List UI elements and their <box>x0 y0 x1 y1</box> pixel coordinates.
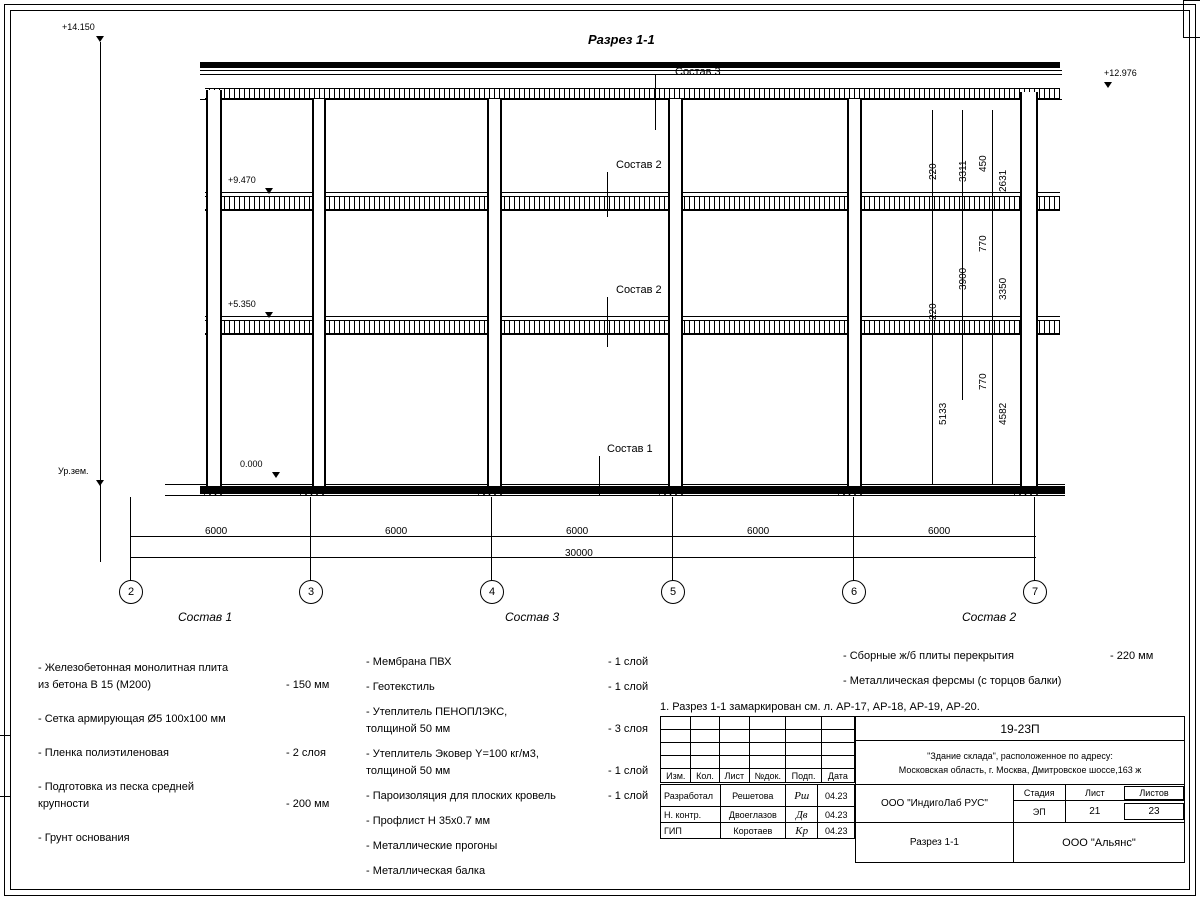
dim-450: 450 <box>978 155 989 172</box>
rev-header-podp: Подп. <box>786 769 821 783</box>
list-item: - Грунт основания <box>38 832 130 844</box>
list-item-qty: - 2 слоя <box>286 747 327 759</box>
role-name-2: Двоеглазов <box>720 807 785 823</box>
section-title: Разрез 1-1 <box>588 32 655 47</box>
role-label-1: Разработал <box>661 785 721 807</box>
footing-6 <box>838 486 864 495</box>
sheet-name: Разрез 1-1 <box>856 823 1014 863</box>
dim-3311: 3311 <box>958 160 969 182</box>
ext-line-axis7 <box>1034 497 1035 587</box>
roof-slab <box>200 62 1060 68</box>
legend-title-sostav-3: Состав 3 <box>505 610 560 624</box>
column-axis-7 <box>1020 92 1038 486</box>
legend-qty-sostav-2 <box>1110 648 1153 665</box>
object-line-1: "Здание склада", расположенное по адресу: <box>927 750 1113 761</box>
ext-line-axis2 <box>130 497 131 587</box>
list-item: толщиной 50 мм <box>366 765 451 777</box>
level-mark-12976: +12.976 <box>1104 68 1137 78</box>
legend-list-sostav-3 <box>366 654 606 880</box>
list-item: - Пароизоляция для плоских кровель <box>366 790 556 802</box>
dim-chain-c <box>992 110 993 485</box>
list-item: - Железобетонная монолитная плита <box>38 662 229 674</box>
role-date-2: 04.23 <box>818 807 855 823</box>
general-note: 1. Разрез 1-1 замаркирован см. л. АР-17, АР-18, АР-19, АР-20. <box>660 701 980 713</box>
axis-mark-7: 7 <box>1023 580 1047 604</box>
title-block-main <box>855 716 1185 863</box>
level-arrow-0000 <box>272 472 280 478</box>
stage-header: Стадия <box>1013 785 1065 801</box>
list-item-qty: - 1 слой <box>608 790 649 802</box>
level-arrow-5350 <box>265 312 273 318</box>
axis-mark-3: 3 <box>299 580 323 604</box>
roof-line-c <box>200 99 1062 100</box>
company-name: ООО "ИндигоЛаб РУС" <box>856 785 1014 823</box>
column-axis-3 <box>312 99 326 486</box>
legend-list-sostav-2 <box>843 648 1143 690</box>
span-dim-4: 6000 <box>747 526 770 537</box>
list-item-qty: - 1 слой <box>608 765 649 777</box>
list-item: - Подготовка из песка средней <box>38 781 194 793</box>
span-dim-1: 6000 <box>205 526 228 537</box>
dim-220-mid: 220 <box>928 303 939 320</box>
list-item: - Профлист Н 35х0.7 мм <box>366 815 491 827</box>
list-item: - Геотекстиль <box>366 681 435 693</box>
callout-sostav-1: Состав 1 <box>607 443 653 455</box>
callout-leader-2b <box>607 297 608 347</box>
level-mark-14150: +14.150 <box>62 22 95 32</box>
footing-4 <box>478 486 504 495</box>
project-code: 19-23П <box>856 717 1185 741</box>
role-name-3: Коротаев <box>720 823 785 839</box>
dim-5133: 5133 <box>938 402 949 425</box>
revision-table <box>660 716 855 783</box>
roof-line-b <box>200 74 1062 75</box>
ground-line-bottom <box>165 495 1065 496</box>
list-item: - Металлическая ферсмы (с торцов балки) <box>843 675 1062 687</box>
total-span-dim: 30000 <box>565 548 593 559</box>
role-date-1: 04.23 <box>818 785 855 807</box>
ground-line-top <box>165 484 1065 485</box>
span-dim-5: 6000 <box>928 526 951 537</box>
sheets-value: 23 <box>1125 804 1184 820</box>
sheet-header: Лист <box>1066 786 1125 799</box>
list-item: - Сетка армирующая Ø5 100х100 мм <box>38 713 226 725</box>
roles-table <box>660 784 855 839</box>
span-dim-2: 6000 <box>385 526 408 537</box>
rev-header-data: Дата <box>821 769 854 783</box>
list-item: - Мембрана ПВХ <box>366 656 452 668</box>
owner-name: ООО "Альянс" <box>1013 823 1184 863</box>
sheets-header: Листов <box>1125 786 1184 799</box>
column-axis-6 <box>847 99 862 486</box>
ext-line-axis5 <box>672 497 673 587</box>
role-label-3: ГИП <box>661 823 721 839</box>
stage-value: ЭП <box>1013 801 1065 823</box>
role-sign-2: Дв <box>785 807 817 823</box>
callout-leader-3 <box>655 75 656 130</box>
list-item-qty: - 220 мм <box>1110 650 1154 662</box>
axis-mark-4: 4 <box>480 580 504 604</box>
legend-qty-sostav-3 <box>608 654 648 805</box>
list-item: - Утеплитель Эковер Y=100 кг/м3, <box>366 748 539 760</box>
span-dim-3: 6000 <box>566 526 589 537</box>
list-item-qty: - 200 мм <box>286 798 330 810</box>
rev-header-list: Лист <box>719 769 750 783</box>
ext-line-axis3 <box>310 497 311 587</box>
role-label-2: Н. контр. <box>661 807 721 823</box>
callout-leader-2a <box>607 172 608 217</box>
axis-mark-6: 6 <box>842 580 866 604</box>
legend-qty-sostav-1 <box>286 660 329 813</box>
axis-mark-5: 5 <box>661 580 685 604</box>
list-item: крупности <box>38 798 90 810</box>
level-mark-0000: 0.000 <box>240 459 263 469</box>
level-arrow-9470 <box>265 188 273 194</box>
level-arrow-12976 <box>1104 82 1112 88</box>
level-mark-9470: +9.470 <box>228 175 256 185</box>
column-axis-4 <box>487 99 502 486</box>
sheet-value: 21 <box>1066 804 1125 820</box>
axis-mark-2: 2 <box>119 580 143 604</box>
footing-5 <box>659 486 685 495</box>
list-item: - Металлические прогоны <box>366 840 498 852</box>
ext-line-axis6 <box>853 497 854 587</box>
legend-title-sostav-1: Состав 1 <box>178 610 233 624</box>
callout-sostav-3: Состав 3 <box>675 66 721 78</box>
list-item: - Сборные ж/б плиты перекрытия <box>843 650 1014 662</box>
column-axis-5 <box>668 99 683 486</box>
role-sign-1: Рш <box>785 785 817 807</box>
object-line-2: Московская область, г. Москва, Дмитровское шоссе,163 ж <box>898 764 1142 775</box>
rev-header-kol: Кол. <box>691 769 719 783</box>
callout-sostav-2a: Состав 2 <box>616 159 662 171</box>
legend-title-sostav-2: Состав 2 <box>962 610 1017 624</box>
roof-line-a <box>200 70 1062 71</box>
list-item: - Пленка полиэтиленовая <box>38 747 169 759</box>
roof-truss <box>205 88 1060 99</box>
role-sign-3: Кр <box>785 823 817 839</box>
ext-line-axis4 <box>491 497 492 587</box>
callout-sostav-2b: Состав 2 <box>616 284 662 296</box>
dim-3900: 3900 <box>958 267 969 290</box>
dim-3350: 3350 <box>998 277 1009 300</box>
sheet-side-tab <box>0 735 11 797</box>
ground-level-arrow <box>96 480 104 486</box>
list-item-qty: - 3 слоя <box>608 723 649 735</box>
column-axis-2 <box>206 90 222 486</box>
dim-770-upper: 770 <box>978 235 989 252</box>
dim-chain-b <box>962 110 963 400</box>
rev-header-ndok: №док. <box>750 769 786 783</box>
dim-2631: 2631 <box>998 169 1009 192</box>
footing-2 <box>204 486 222 495</box>
dim-770-lower: 770 <box>978 373 989 390</box>
role-date-3: 04.23 <box>818 823 855 839</box>
dim-4582: 4582 <box>998 402 1009 425</box>
list-item-qty: - 1 слой <box>608 656 649 668</box>
ground-slab <box>200 486 1065 494</box>
role-name-1: Решетова <box>720 785 785 807</box>
sheet-right-tab <box>1183 0 1200 38</box>
footing-3 <box>300 486 326 495</box>
list-item: - Металлическая балка <box>366 865 486 877</box>
dim-220-top: 220 <box>928 163 939 180</box>
level-mark-5350: +5.350 <box>228 299 256 309</box>
footing-7 <box>1014 486 1040 495</box>
callout-leader-1 <box>599 456 600 496</box>
list-item: толщиной 50 мм <box>366 723 451 735</box>
legend-list-sostav-1 <box>38 660 288 847</box>
list-item-qty: - 1 слой <box>608 681 649 693</box>
list-item: - Утеплитель ПЕНОПЛЭКС, <box>366 706 508 718</box>
ground-level-mark: Ур.зем. <box>58 466 89 476</box>
list-item: из бетона В 15 (М200) <box>38 679 151 691</box>
list-item-qty: - 150 мм <box>286 679 330 691</box>
rev-header-izm: Изм. <box>661 769 691 783</box>
